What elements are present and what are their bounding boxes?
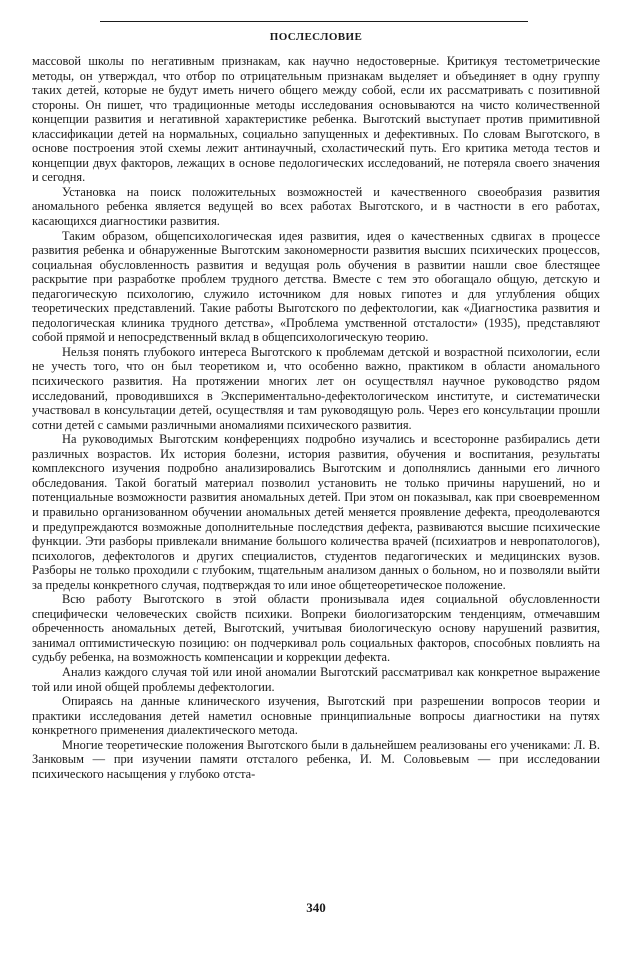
paragraph: Опираясь на данные клинического изучения, Выготский при разрешении вопросов теории и практики исследования детей наметил основные принципиальные вопросы диагностики на путях конкретного применения диалектического метода. [32, 694, 600, 738]
book-page [32, 14, 600, 944]
body-text [32, 54, 600, 781]
running-title: ПОСЛЕСЛОВИЕ [269, 31, 363, 43]
paragraph: массовой школы по негативным признакам, как научно недостоверные. Критикуя тестометрические методы, он утверждал, что отбор по отрицательным признакам выделяет и объединяет в одну группу таких детей, которые не будут иметь ничего общего между собой, если их рассматривать с позитивной стороны. Он пишет, что традиционные методы исследования основываются на чисто количественной концепции развития и негативной характеристике ребенка. Выготский выступает против примитивной классификации детей на нормальных, социально запущенных и дефективных. По словам Выготского, в основе построения этой схемы лежит антинаучный, схоластический путь. Его критика метода тестов и концепции двух факторов, лежащих в основе педологических исследований, не потеряла своего значения и сегодня. [32, 54, 600, 185]
page-number: 340 [306, 900, 326, 915]
paragraph: Многие теоретические положения Выготского были в дальнейшем реализованы его учениками: Л. В. Занковым — при изучении памяти отсталого ребенка, И. М. Соловьевым — при исследовании психического насыщения у глубоко отста- [32, 737, 600, 781]
paragraph: На руководимых Выготским конференциях подробно изучались и всесторонне разбирались дети различных возрастов. Их история болезни, история развития, обучения и воспитания, результаты комплексного изучения подробно анализировались Выготским и дополнялись данными его личного обследования. Такой богатый материал позволил установить не только причины нарушений, но и потенциальные возможности развития аномальных детей. При этом он показывал, как при своевременном и правильно организованном обучении аномальных детей меняется проявление дефекта, преодолеваются и предупреждаются возможные дополнительные последствия дефекта, развиваются высшие психические функции. Эти разборы привлекали внимание большого количества врачей (психиатров и невропатологов), психологов, дефектологов и других специалистов, студентов педагогических и медицинских вузов. Разборы не только проходили с глубоким, тщательным анализом данных о больном, но и позволяли выйти за пределы конкретного случая, подтверждая то или иное общетеоретическое положение. [32, 432, 600, 592]
paragraph: Установка на поиск положительных возможностей и качественного своеобразия развития аномального ребенка является ведущей во всех работах Выготского, и в частности в его работах, касающихся диагностики развития. [32, 184, 600, 229]
paragraph: Всю работу Выготского в этой области пронизывала идея социальной обусловленности специфически человеческих свойств психики. Вопреки биологизаторским тенденциям, отмечавшим обреченность аномальных детей, Выготский, учитывая биологическую основу нарушений развития, занимал оптимистическую позицию: он подчеркивал роль социальных факторов, способных повлиять на судьбу ребенка, на возможность компенсации и коррекции дефекта. [32, 592, 600, 665]
paragraph: Анализ каждого случая той или иной аномалии Выготский рассматривал как конкретное выражение той или иной общей проблемы дефектологии. [32, 664, 600, 694]
paragraph: Нельзя понять глубокого интереса Выготского к проблемам детской и возрастной психологии, если не учесть того, что он был теоретиком и, что особенно важно, практиком в области аномального психического развития. На протяжении многих лет он осуществлял научное руководство рядом исследований, проводившихся в Экспериментально-дефектологическом институте, и систематически участвовал в консультации детей, осуществляя и там руководящую роль. Через его консультации прошли сотни детей с самыми различными аномалиями психического развития. [32, 344, 600, 432]
header-rule [100, 21, 528, 22]
paragraph: Таким образом, общепсихологическая идея развития, идея о качественных сдвигах в процессе развития ребенка и обнаруженные Выготским закономерности развития высших психических процессов, социальная обусловленность развития и ведущая роль обучения в развитии нашли свое блестящее раскрытие при разработке проблем трудного детства. Вместе с тем это обогащало общую, детскую и педагогическую психологию, служило источником для новых гипотез и для углубления общих теоретических представлений. Такие работы Выготского по дефектологии, как «Диагностика развития и педологическая клиника трудного детства», «Проблема умственной отсталости» (1935), представляют собой прямой и непосредственный вклад в общепсихологическую теорию. [32, 228, 600, 345]
